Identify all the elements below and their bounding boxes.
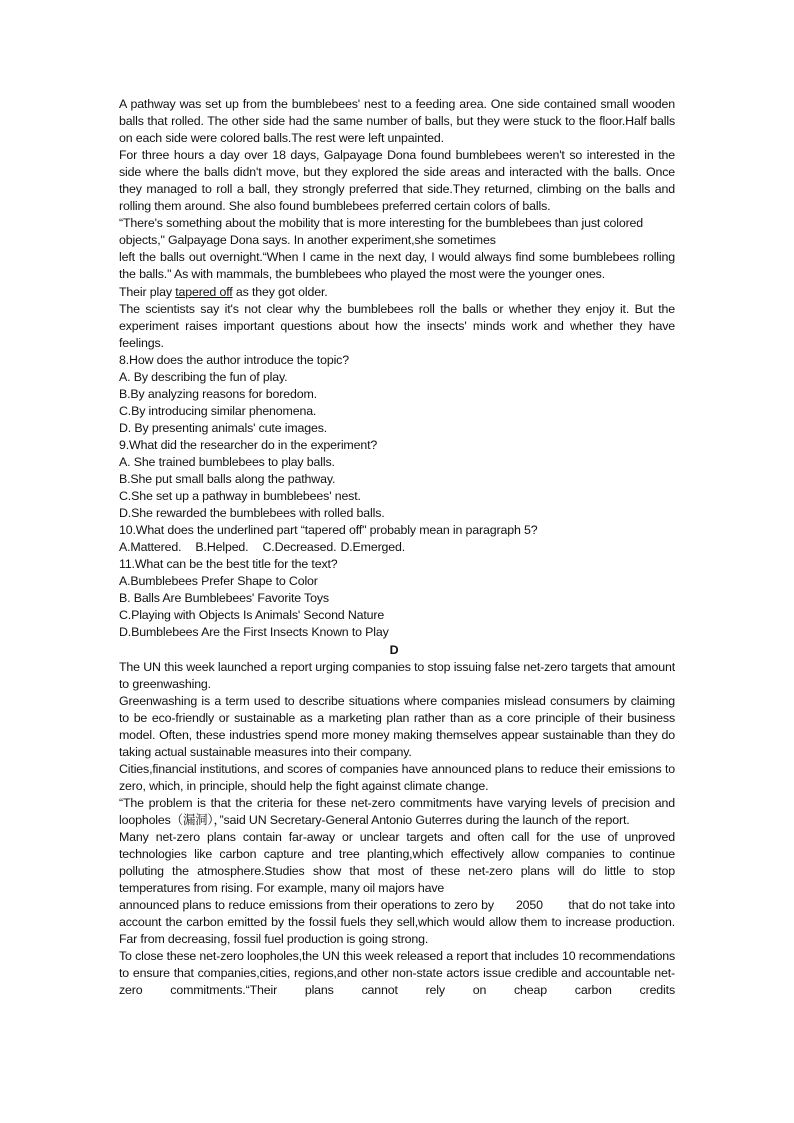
- option-d: D. By presenting animals' cute images.: [119, 420, 328, 435]
- option-a: A. She trained bumblebees to play balls.: [119, 454, 335, 469]
- paragraph: The UN this week launched a report urging companies to stop issuing false net-zero targets that amount to greenwashing.: [119, 659, 675, 691]
- options-row: [119, 539, 675, 556]
- passage-c: [119, 96, 675, 352]
- question-11: [119, 556, 675, 641]
- section-heading: D: [389, 642, 399, 657]
- option-c: C.Playing with Objects Is Animals' Second Nature: [119, 608, 385, 623]
- paragraph: Cities,financial institutions, and scores of companies have announced plans to reduce their emissions to zero, which, in principle, should help the fight against climate change.: [119, 761, 675, 793]
- question-10: [119, 522, 675, 556]
- option-a: A.Mattered.: [119, 540, 182, 555]
- paragraph: Many net-zero plans contain far-away or unclear targets and often call for the use of unproved technologies like carbon capture and tree planting,which effectively allow companies to continue polluting the atmosphere.Studies show that most of these net-zero plans will do little to stop temperatures from rising. For example, many oil majors have: [119, 830, 675, 896]
- paragraph: The scientists say it's not clear why the bumblebees roll the balls or whether they enjoy it. But the experiment raises important questions about how the insects' minds work and whether they have feelings.: [119, 301, 675, 350]
- document-page: [119, 96, 675, 999]
- option-a: A.Bumblebees Prefer Shape to Color: [119, 574, 318, 589]
- option-c: C.By introducing similar phenomena.: [119, 403, 317, 418]
- question-stem: 9.What did the researcher do in the experiment?: [119, 437, 378, 452]
- year: 2050: [515, 898, 543, 913]
- question-9: [119, 437, 675, 522]
- question-block: [119, 352, 675, 642]
- option-c: C.Decreased.: [262, 540, 337, 555]
- paragraph: “There's something about the mobility that is more interesting for the bumblebees than just colored objects," Galpayage Dona says. In another experiment,she sometimes: [119, 216, 644, 248]
- paragraph-tapered-off: [119, 284, 675, 301]
- underlined-phrase: tapered off: [175, 284, 233, 299]
- option-a: A. By describing the fun of play.: [119, 369, 288, 384]
- text: announced plans to reduce emissions from their operations to zero by: [119, 898, 494, 913]
- paragraph: For three hours a day over 18 days, Galpayage Dona found bumblebees weren't so interested in the side where the balls didn't move, but they explored the side areas and interacted with the balls. Once they managed to roll a ball, they strongly preferred that side.They returned, climbing on the balls and rolling them around. She also found bumblebees preferred certain colors of balls.: [119, 148, 675, 214]
- question-8: [119, 352, 675, 437]
- paragraph: To close these net-zero loopholes,the UN this week released a report that includes 10 recommendations to ensure that companies,cities, regions,and other non-state actors issue credible and accountable net-zero commitments.“Their plans cannot rely on cheap carbon credits: [119, 949, 675, 998]
- text: Their play: [119, 284, 176, 299]
- paragraph: Greenwashing is a term used to describe situations where companies mislead consumers by claiming to be eco-friendly or sustainable as a marketing plan rather than as a core principle of their business model. Often, these industries spend more money making themselves appear sustainable than they do taking actual sustainable measures into their company.: [119, 693, 675, 759]
- option-b: B.Helped.: [195, 540, 249, 555]
- question-stem: 10.What does the underlined part “tapered off" probably mean in paragraph 5?: [119, 523, 538, 538]
- paragraph: left the balls out overnight.“When I came in the next day, I would always find some bumblebees rolling the balls." As with mammals, the bumblebees who played the most were the younger ones.: [119, 250, 675, 282]
- paragraph-2050: [119, 897, 675, 948]
- option-b: B. Balls Are Bumblebees' Favorite Toys: [119, 591, 329, 606]
- option-d: D.Bumblebees Are the First Insects Known to Play: [119, 625, 389, 640]
- option-b: B.By analyzing reasons for boredom.: [119, 386, 317, 401]
- option-b: B.She put small balls along the pathway.: [119, 472, 336, 487]
- option-d: D.She rewarded the bumblebees with rolled balls.: [119, 506, 385, 521]
- question-stem: 11.What can be the best title for the text?: [119, 557, 338, 572]
- passage-d: [119, 642, 675, 1000]
- option-c: C.She set up a pathway in bumblebees' nest.: [119, 489, 361, 504]
- paragraph: A pathway was set up from the bumblebees' nest to a feeding area. One side contained small wooden balls that rolled. The other side had the same number of balls, but they were stuck to the floor.Half balls on each side were colored balls.The rest were left unpainted.: [119, 97, 675, 146]
- text: as they got older.: [232, 284, 328, 299]
- option-d: D.Emerged.: [340, 540, 406, 555]
- text: that do not take into account the carbon emitted by the fossil fuels they sell,which would allow them to increase production. Far from decreasing, fossil fuel production is going strong.: [119, 898, 675, 947]
- question-stem: 8.How does the author introduce the topic?: [119, 352, 349, 367]
- paragraph: “The problem is that the criteria for these net-zero commitments have varying levels of precision and loopholes（漏洞），”said UN Secretary-General Antonio Guterres during the launch of the report.: [119, 795, 675, 827]
